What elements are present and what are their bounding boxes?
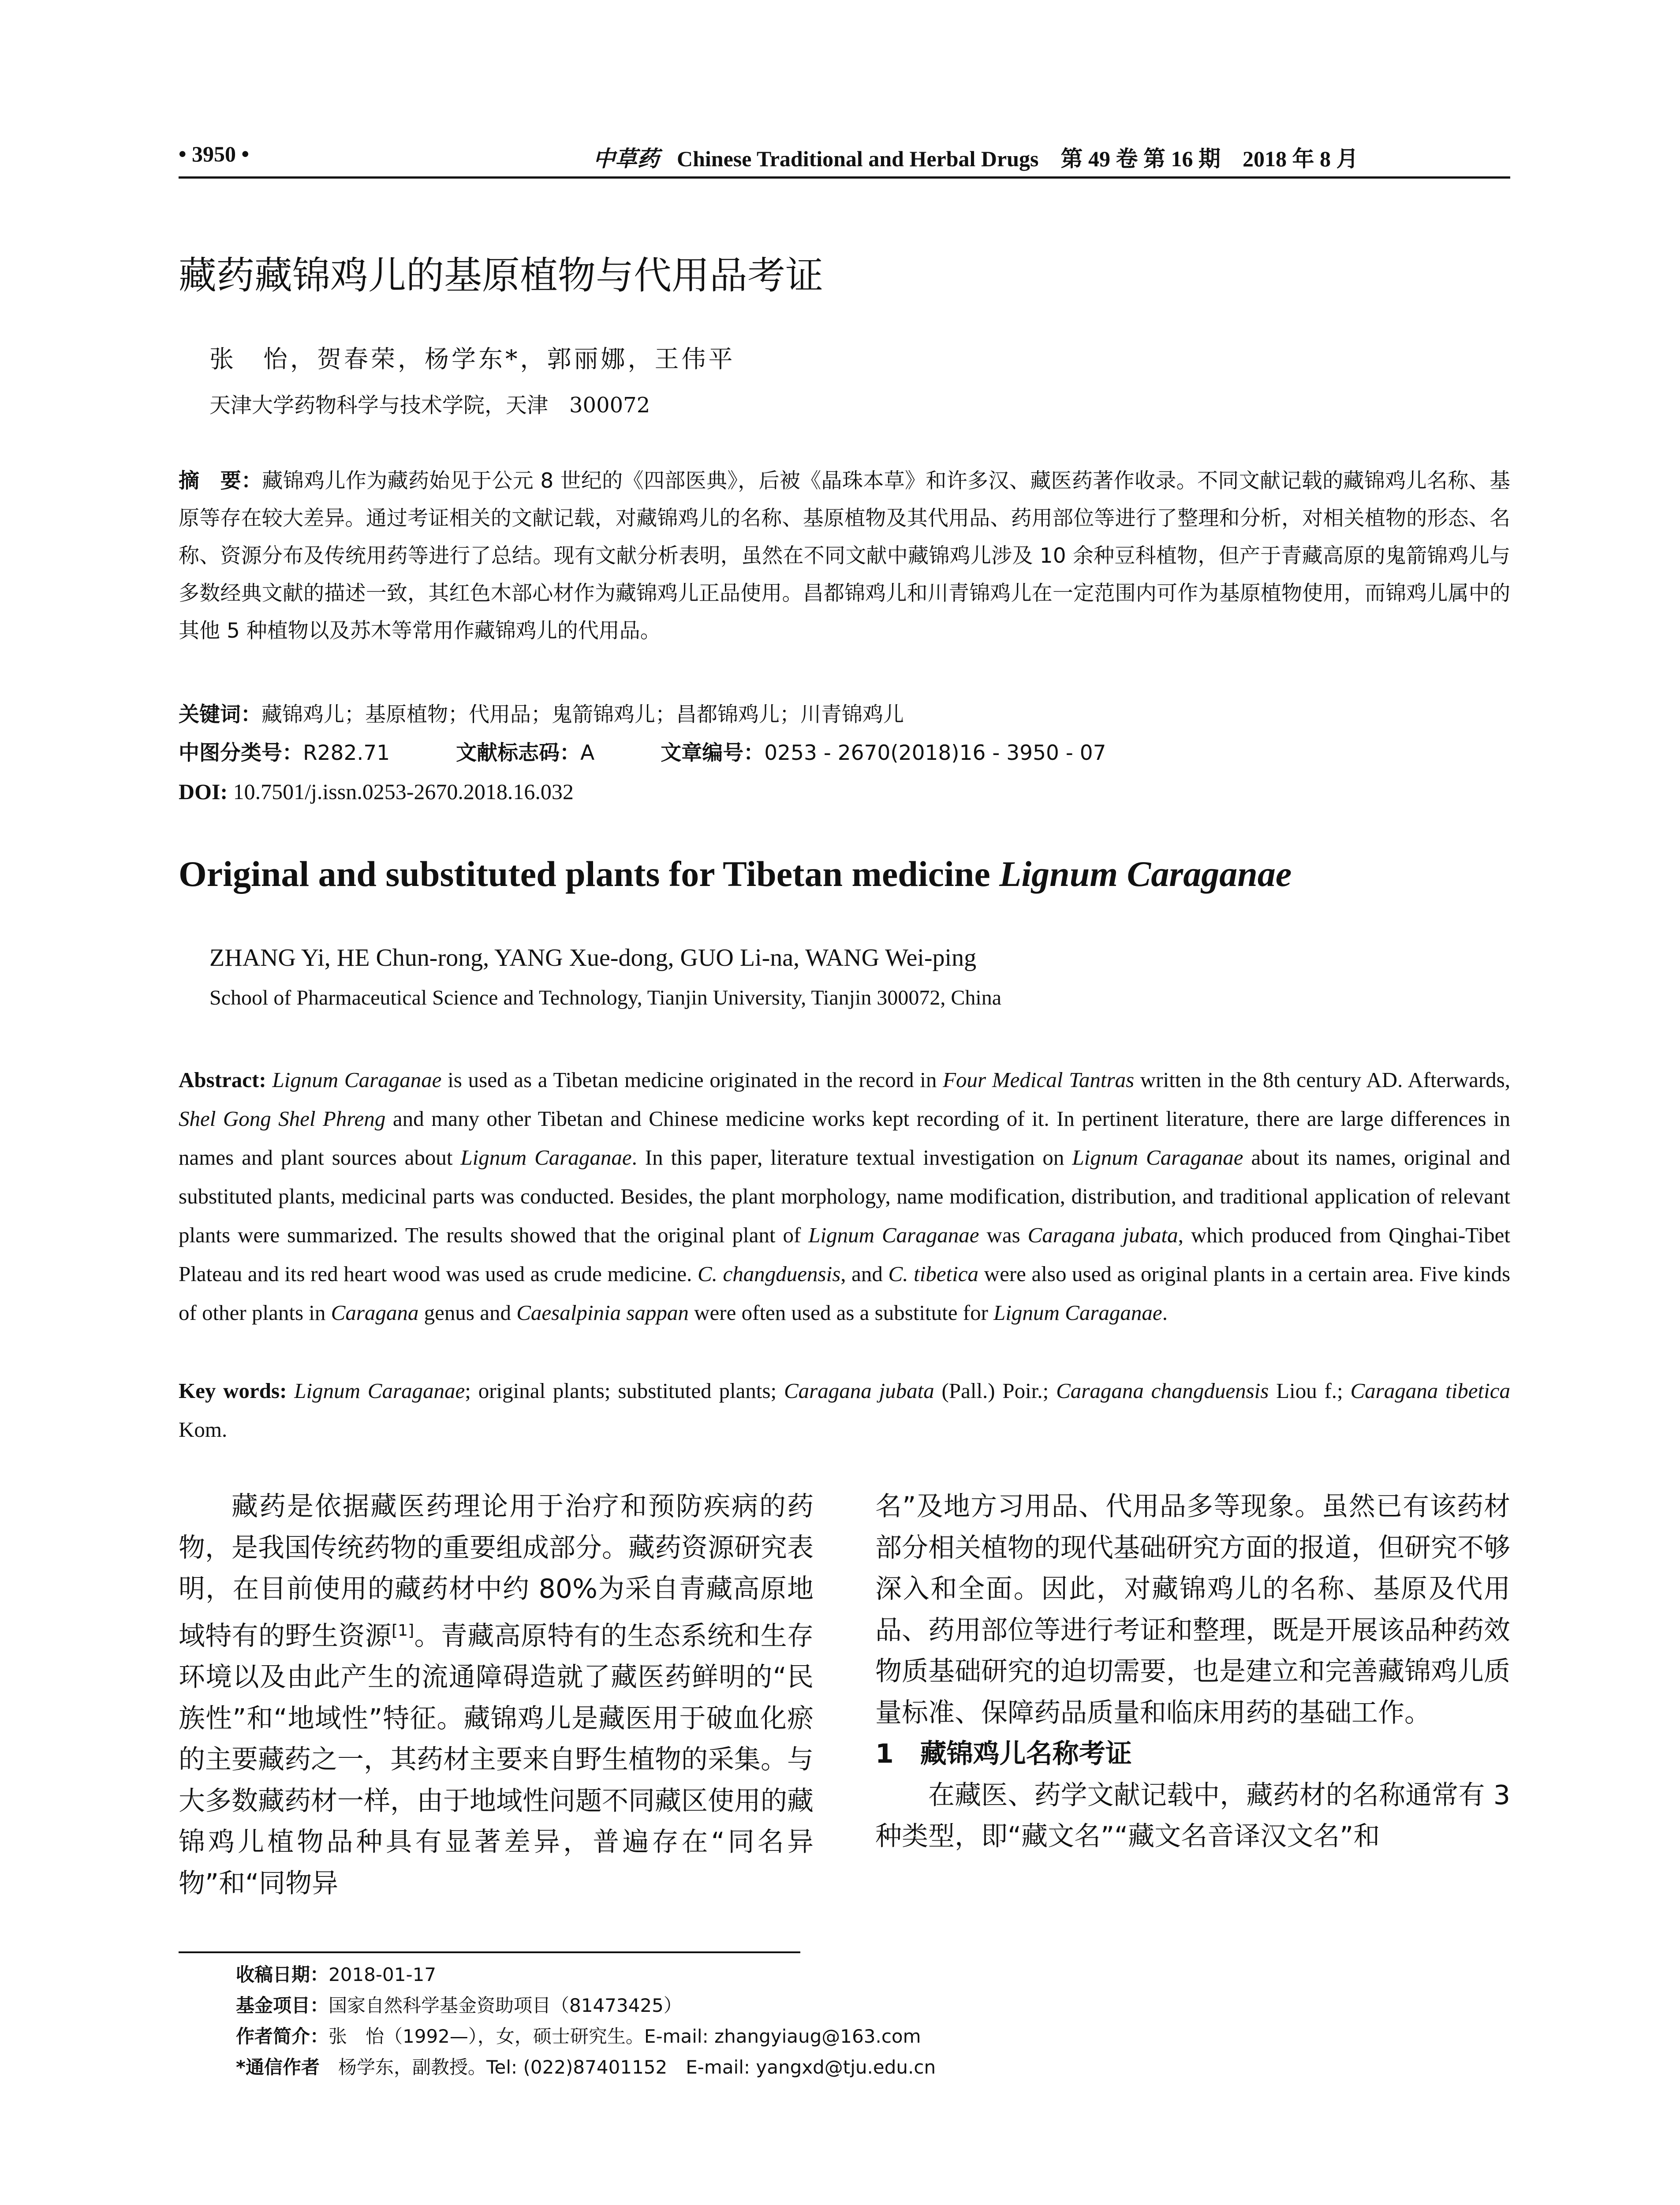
journal-citation: Chinese Traditional and Herbal Drugs 第 49 卷 第 16 期 2018 年 8 月: [677, 146, 1359, 171]
keywords-english-label: Key words:: [179, 1379, 287, 1403]
keyword: Caragana tibetica: [1350, 1379, 1510, 1403]
footnote-fund: [236, 1991, 682, 2018]
species-name: Lignum Caraganae: [272, 1068, 442, 1092]
body-column-right: [875, 1486, 1510, 1857]
species-name: C. tibetica: [888, 1262, 979, 1286]
footnote-value: 国家自然科学基金资助项目（81473425）: [329, 1995, 682, 2016]
keywords-chinese-label: 关键词：: [179, 703, 261, 727]
abstract-text: written in the 8th century AD. Afterwards,: [1134, 1068, 1511, 1092]
species-name: C. changduensis: [697, 1262, 841, 1286]
abstract-text: , which produced from Qinghai-Tibet Plateau and its red heart wood was used as crude medicine.: [179, 1223, 1510, 1286]
keyword: Kom.: [179, 1417, 228, 1442]
title-english-main: Original and substituted plants for Tibetan medicine: [179, 854, 1000, 894]
title-english: [179, 853, 1292, 895]
species-name: Caesalpinia sappan: [516, 1301, 689, 1325]
abstract-text: was: [979, 1223, 1028, 1247]
running-header: [179, 141, 1510, 172]
footnote-corresponding: [236, 2053, 936, 2079]
work-title: Shel Gong Shel Phreng: [179, 1106, 386, 1131]
abstract-chinese-text: 藏锦鸡儿作为藏药始见于公元 8 世纪的《四部医典》，后被《晶珠本草》和许多汉、藏医药著作收录。不同文献记载的藏锦鸡儿名称、基原等存在较大差异。通过考证相关的文献记载，对藏锦鸡儿的名称、基原植物及其代用品、药用部位等进行了整理和分析，对相关植物的形态、名称、资源分布及传统用药等进行了总结。现有文献分析表明，虽然在不同文献中藏锦鸡儿涉及 10 余种豆科植物，但产于青藏高原的鬼箭锦鸡儿与多数经典文献的描述一致，其红色木部心材作为藏锦鸡儿正品使用。昌都锦鸡儿和川青锦鸡儿在一定范围内可作为基原植物使用，而锦鸡儿属中的其他 5 种植物以及苏木等常用作藏锦鸡儿的代用品。: [179, 469, 1510, 643]
section-heading: 1 藏锦鸡儿名称考证: [875, 1738, 1132, 1769]
species-name: Lignum Caraganae: [460, 1145, 632, 1170]
clc-value: R282.71: [303, 741, 390, 765]
abstract-text: . In this paper, literature textual investigation on: [631, 1145, 1072, 1170]
abstract-chinese-label: 摘 要：: [179, 469, 262, 493]
work-title: Four Medical Tantras: [943, 1068, 1135, 1092]
keywords-chinese: [179, 696, 1510, 733]
affiliation-chinese: 天津大学药物科学与技术学院，天津 300072: [209, 393, 650, 418]
body-paragraph: 名”及地方习用品、代用品多等现象。虽然已有该药材部分相关植物的现代基础研究方面的报道，但研究不够深入和全面。因此，对藏锦鸡儿的名称、基原及代用品、药用部位等进行考证和整理，既是开展该品种药效物质基础研究的迫切需要，也是建立和完善藏锦鸡儿质量标准、保障药品质量和临床用药的基础工作。: [875, 1491, 1510, 1728]
affiliation-english: School of Pharmaceutical Science and Technology, Tianjin University, Tianjin 300072, China: [209, 986, 1001, 1009]
species-name: Caragana: [331, 1301, 419, 1325]
title-chinese: 藏药藏锦鸡儿的基原植物与代用品考证: [179, 254, 823, 298]
abstract-text: and many other Tibetan and Chinese medicine works kept recording of it. In pertinent literature, there are large differences in names and plant sources about: [179, 1106, 1510, 1170]
species-name: Caragana jubata: [1027, 1223, 1178, 1247]
footnote-divider: [179, 1951, 800, 1953]
classification-line: [179, 734, 1510, 772]
body-paragraph: 在藏医、药学文献记载中，藏药材的名称通常有 3 种类型，即“藏文名”“藏文名音译汉文名”和: [875, 1779, 1510, 1852]
footnote-value: 2018-01-17: [329, 1964, 437, 1985]
keyword: Lignum Caraganae: [294, 1379, 465, 1403]
species-name: Lignum Caraganae: [993, 1301, 1162, 1325]
abstract-text: about its names, original and substituted plants, medicinal parts was conducted. Besides, the plant morphology, name modification, distribution, and traditional application of relevant plants were summarized. The results showed that the original plant of: [179, 1145, 1510, 1247]
keywords-chinese-text: 藏锦鸡儿；基原植物；代用品；鬼箭锦鸡儿；昌都锦鸡儿；川青锦鸡儿: [261, 703, 904, 727]
journal-logo: 中草药: [593, 146, 659, 171]
body-column-left: [179, 1486, 814, 1904]
keyword: ; original plants; substituted plants;: [465, 1379, 784, 1403]
footnote-label: *通信作者: [236, 2056, 320, 2078]
footnote-label: 基金项目：: [236, 1995, 329, 2016]
authors-chinese: 张 怡，贺春荣，杨学东*，郭丽娜，王伟平: [209, 345, 735, 373]
abstract-chinese: [179, 462, 1510, 650]
article-number-value: 0253 - 2670(2018)16 - 3950 - 07: [764, 741, 1106, 765]
footnote-received: [236, 1960, 436, 1987]
species-name: Lignum Caraganae: [808, 1223, 979, 1247]
paragraph-text: 。青藏高原特有的生态系统和生存环境以及由此产生的流通障碍造就了藏医药鲜明的“民族性”和“地域性”特征。藏锦鸡儿是藏医用于破血化瘀的主要藏药之一，其药材主要来自野生植物的采集。与大多数藏药材一样，由于地域性问题不同藏区使用的藏锦鸡儿植物品种具有显著差异，普遍存在“同名异物”和“同物异: [179, 1620, 814, 1899]
paragraph-text: 藏药是依据藏医药理论用于治疗和预防疾病的药物，是我国传统药物的重要组成部分。藏药资源研究表明，在目前使用的藏药材中约 80%为采自青藏高原地域特有的野生资源: [179, 1491, 814, 1652]
doc-code-label: 文献标志码：: [456, 741, 581, 765]
footnote-value: 杨学东，副教授。Tel: (022)87401152 E-mail: yangxd@tju.edu.cn: [319, 2056, 936, 2078]
keyword: (Pall.) Poir.;: [934, 1379, 1057, 1403]
keyword: Caragana jubata: [784, 1379, 934, 1403]
authors-english: ZHANG Yi, HE Chun-rong, YANG Xue-dong, GUO Li-na, WANG Wei-ping: [209, 944, 977, 972]
article-number-label: 文章编号：: [661, 741, 765, 765]
abstract-text: genus and: [418, 1301, 517, 1325]
abstract-text: .: [1162, 1301, 1168, 1325]
reference-citation[interactable]: [1]: [392, 1621, 414, 1640]
abstract-english-label: Abstract:: [179, 1068, 266, 1092]
doc-code-value: A: [580, 741, 595, 765]
title-english-italic: Lignum Caraganae: [999, 854, 1292, 894]
doi-line: [179, 773, 1510, 811]
footnote-label: 收稿日期：: [236, 1964, 329, 1985]
footnote-value: 张 怡（1992—），女，硕士研究生。E-mail: zhangyiaug@163.com: [329, 2026, 921, 2047]
abstract-text: , and: [840, 1262, 889, 1286]
abstract-text: is used as a Tibetan medicine originated in the record in: [441, 1068, 943, 1092]
footnote-label: 作者简介：: [236, 2026, 329, 2047]
page-number: • 3950 •: [179, 142, 250, 166]
footnote-author: [236, 2022, 921, 2048]
journal-info: [593, 141, 1358, 173]
keyword: Liou f.;: [1269, 1379, 1351, 1403]
doi-label: DOI:: [179, 779, 228, 804]
keyword: Caragana changduensis: [1056, 1379, 1269, 1403]
header-divider: [179, 176, 1510, 179]
abstract-text: were often used as a substitute for: [688, 1301, 994, 1325]
species-name: Lignum Caraganae: [1072, 1145, 1243, 1170]
doi-value: 10.7501/j.issn.0253-2670.2018.16.032: [233, 779, 574, 804]
clc-label: 中图分类号：: [179, 741, 303, 765]
abstract-text: were also used as original plants in a certain area. Five kinds of other plants in: [179, 1262, 1511, 1325]
body-paragraph: [179, 1486, 814, 1904]
keywords-english: [179, 1372, 1510, 1449]
abstract-english: [179, 1061, 1510, 1332]
